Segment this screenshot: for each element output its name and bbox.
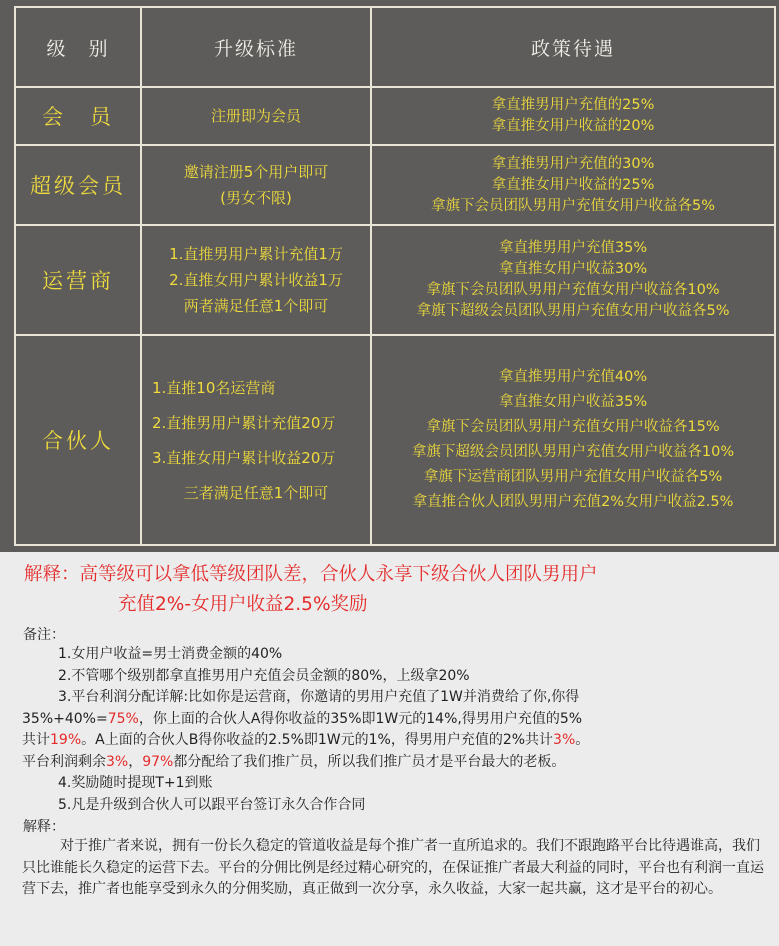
tier-table bbox=[14, 6, 776, 546]
policy-line: 拿旗下会员团队男用户充值女用户收益各5% bbox=[430, 197, 715, 214]
note-item: 2.不管哪个级别都拿直推男用户充值会员金额的80%，上级拿20% bbox=[58, 667, 470, 684]
policy-line: 拿旗下会员团队男用户充值女用户收益各10% bbox=[426, 282, 720, 298]
standard-line: 邀请注册5个用户即可 bbox=[183, 163, 329, 181]
standard-line: 三者满足任意1个即可 bbox=[183, 483, 329, 502]
policy-line: 拿直推男用户充值的25% bbox=[491, 97, 655, 113]
standard-line: 2.直推女用户累计收益1万 bbox=[169, 271, 343, 289]
policy-line: 拿直推女用户收益30% bbox=[498, 261, 648, 277]
header-standard: 升级标准 bbox=[141, 7, 371, 87]
note-text: 35%+40%= bbox=[22, 710, 108, 727]
standard-line: 2.直推男用户累计充值20万 bbox=[152, 413, 336, 432]
standard-cell bbox=[141, 335, 371, 545]
policy-cell bbox=[371, 335, 775, 545]
level-cell: 合伙人 bbox=[15, 335, 141, 545]
red-explanation bbox=[24, 560, 769, 620]
policy-line: 拿直推女用户收益35% bbox=[498, 394, 648, 410]
explanation-paragraph bbox=[22, 836, 767, 901]
level-cell: 会 员 bbox=[15, 87, 141, 145]
policy-cell bbox=[371, 87, 775, 145]
header-level: 级 别 bbox=[15, 7, 141, 87]
highlight-value: 19% bbox=[50, 732, 82, 748]
highlight-value: 3% bbox=[553, 732, 576, 748]
policy-cell bbox=[371, 145, 775, 225]
note-text: 。A上面的合伙人B得你收益的2.5%即1W元的1%，得男用户充值的2%共计 bbox=[81, 732, 554, 748]
policy-line: 拿直推男用户充值35% bbox=[498, 240, 648, 256]
note-item-continued bbox=[22, 709, 779, 731]
red-explanation-line: 充值2%-女用户收益2.5%奖励 bbox=[118, 594, 368, 615]
standard-line: 两者满足任意1个即可 bbox=[183, 297, 329, 315]
highlight-value: 75% bbox=[107, 710, 139, 727]
note-item: 3.平台利润分配详解:比如你是运营商，你邀请的男用户充值了1W并消费给了你,你得 bbox=[58, 689, 580, 705]
explanation-label: 解释： bbox=[23, 819, 65, 835]
policy-line: 拿直推合伙人团队男用户充值2%女用户收益2.5% bbox=[412, 494, 734, 510]
note-text: 平台利润剩余 bbox=[22, 753, 106, 770]
note-text: ， bbox=[128, 753, 143, 770]
note-item: 5.凡是升级到合伙人可以跟平台签订永久合作合同 bbox=[58, 796, 366, 813]
level-cell: 超级会员 bbox=[15, 145, 141, 225]
standard-line: 注册即为会员 bbox=[210, 107, 301, 125]
table-header-row bbox=[15, 7, 775, 87]
policy-line: 拿直推男用户充值的30% bbox=[491, 155, 655, 172]
highlight-value: 3% bbox=[106, 753, 129, 770]
standard-cell bbox=[141, 87, 371, 145]
table-row bbox=[15, 225, 775, 335]
highlight-value: 97% bbox=[142, 753, 174, 770]
notes-section bbox=[0, 552, 779, 901]
table-row bbox=[15, 335, 775, 545]
note-item: 1.女用户收益=男士消费金额的40% bbox=[58, 646, 283, 662]
policy-line: 拿直推女用户收益的20% bbox=[491, 118, 655, 134]
note-text: 。 bbox=[575, 732, 590, 748]
level-cell: 运营商 bbox=[15, 225, 141, 335]
policy-cell bbox=[371, 225, 775, 335]
policy-line: 拿旗下超级会员团队男用户充值女用户收益各10% bbox=[411, 444, 735, 460]
explanation-text: 对于推广者来说，拥有一份长久稳定的管道收益是每个推广者一直所追求的。我们不跟跑路平台比待遇谁高，我们只比谁能长久稳定的运营下去。平台的分佣比例是经过精心研究的，在保证推广者最大利益的同时，平台也有利润一直运营下去，推广者也能享受到永久的分佣奖励，真正做到一次分享，永久收益，大家一起共赢，这才是平台的初心。 bbox=[22, 838, 764, 897]
policy-line: 拿直推男用户充值40% bbox=[498, 369, 648, 385]
policy-line: 拿直推女用户收益的25% bbox=[491, 176, 655, 193]
table-row bbox=[15, 145, 775, 225]
red-explanation-line: 解释：高等级可以拿低等级团队差，合伙人永享下级合伙人团队男用户 bbox=[24, 564, 598, 585]
note-text: ，你上面的合伙人A得你收益的35%即1W元的14%,得男用户充值的5% bbox=[138, 710, 583, 727]
header-policy: 政策待遇 bbox=[371, 7, 775, 87]
note-item: 4.奖励随时提现T+1到账 bbox=[58, 775, 213, 791]
standard-cell bbox=[141, 145, 371, 225]
notes-label: 备注： bbox=[23, 627, 65, 643]
note-item-continued bbox=[22, 730, 779, 752]
standard-line: (男女不限) bbox=[220, 189, 292, 207]
note-text: 共计 bbox=[22, 732, 50, 748]
note-text: 都分配给了我们推广员，所以我们推广员才是平台最大的老板。 bbox=[173, 753, 566, 770]
standard-line: 1.直推男用户累计充值1万 bbox=[169, 245, 343, 263]
standard-cell bbox=[141, 225, 371, 335]
standard-line: 1.直推10名运营商 bbox=[152, 378, 276, 397]
policy-line: 拿旗下超级会员团队男用户充值女用户收益各5% bbox=[416, 303, 730, 319]
policy-line: 拿旗下运营商团队男用户充值女用户收益各5% bbox=[423, 469, 723, 485]
table-row bbox=[15, 87, 775, 145]
standard-line: 3.直推女用户累计收益20万 bbox=[152, 448, 336, 467]
note-item-continued bbox=[22, 752, 779, 774]
policy-line: 拿旗下会员团队男用户充值女用户收益各15% bbox=[426, 419, 720, 435]
